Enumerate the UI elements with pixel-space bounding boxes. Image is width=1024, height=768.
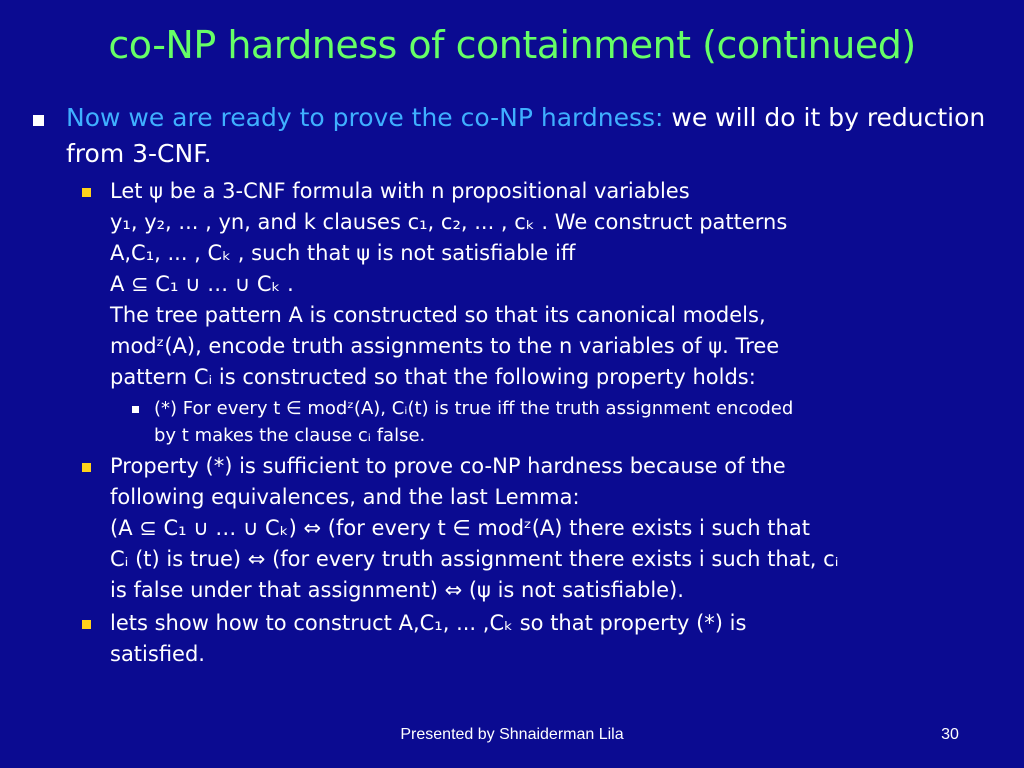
sub-bullet-1-line-3: A,C₁, ... , Cₖ , such that ψ is not satisfiable iff: [110, 241, 576, 265]
sub-bullet-2-line-2: following equivalences, and the last Lemma:: [110, 485, 580, 509]
sub-bullet-1-line-7: pattern Cᵢ is constructed so that the following property holds:: [110, 365, 756, 389]
slide-body: [30, 100, 1005, 670]
page-number: 30: [941, 726, 959, 743]
bullet-square-icon: [132, 406, 139, 413]
bullet-square-icon: [82, 463, 91, 472]
sub-bullet-2-line-4: Cᵢ (t) is true) ⇔ (for every truth assignment there exists i such that, cᵢ: [110, 547, 839, 571]
bullet-1-highlight: Now we are ready to prove the co-NP hardness:: [66, 103, 672, 132]
sub-sub-bullet-1: [30, 395, 1005, 449]
sub-bullet-1: [30, 176, 1005, 393]
sub-bullet-1-line-4: A ⊆ C₁ ∪ … ∪ Cₖ .: [110, 272, 294, 296]
sub-bullet-3-line-2: satisfied.: [110, 642, 205, 666]
sub-bullet-2-line-3: (A ⊆ C₁ ∪ … ∪ Cₖ) ⇔ (for every t ∈ modᶻ(A) there exists i such that: [110, 516, 810, 540]
sub-bullet-3-line-1: lets show how to construct A,C₁, ... ,Cₖ so that property (*) is: [110, 611, 747, 635]
footer-presenter: Presented by Shnaiderman Lila: [400, 726, 624, 743]
bullet-square-icon: [82, 188, 91, 197]
sub-bullet-2-line-5: is false under that assignment) ⇔ (ψ is not satisfiable).: [110, 578, 684, 602]
sub-bullet-1-line-5: The tree pattern A is constructed so that its canonical models,: [110, 303, 766, 327]
sub-bullet-1-line-2: y₁, y₂, ... , yn, and k clauses c₁, c₂, ... , cₖ . We construct patterns: [110, 210, 788, 234]
bullet-1: [30, 100, 1005, 172]
sub-bullet-1-line-6: modᶻ(A), encode truth assignments to the n variables of ψ. Tree: [110, 334, 780, 358]
sub-sub-bullet-1-line-1: (*) For every t ∈ modᶻ(A), Cᵢ(t) is true iff the truth assignment encoded: [154, 398, 794, 419]
sub-bullet-1-line-1: Let ψ be a 3-CNF formula with n propositional variables: [110, 179, 690, 203]
sub-bullet-2: [30, 451, 1005, 606]
bullet-square-icon: [33, 115, 44, 126]
bullet-square-icon: [82, 620, 91, 629]
sub-bullet-2-line-1: Property (*) is sufficient to prove co-NP hardness because of the: [110, 454, 786, 478]
bullet-1-text: we will do it by reduction from 3-CNF.: [66, 103, 986, 168]
sub-bullet-3: [30, 608, 1005, 670]
slide-title: co-NP hardness of containment (continued): [108, 23, 916, 67]
sub-sub-bullet-1-line-2: by t makes the clause cᵢ false.: [154, 425, 426, 446]
